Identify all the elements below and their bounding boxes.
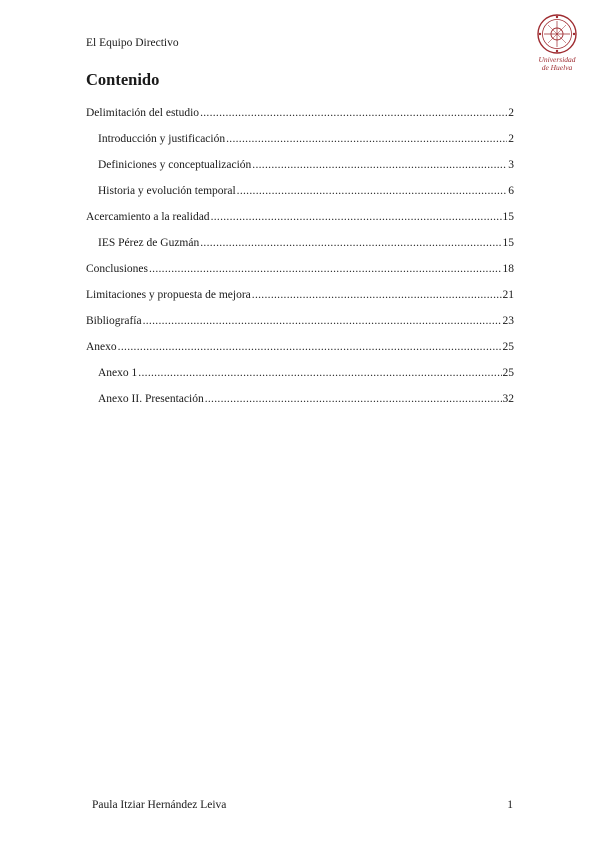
toc-entry-page: 32 [502, 393, 514, 405]
toc-entry[interactable] [86, 288, 514, 302]
toc-entry-page: 2 [508, 107, 514, 119]
toc-entry[interactable] [98, 392, 514, 406]
toc-leader-dots [205, 392, 502, 406]
toc-leader-dots [118, 340, 502, 354]
toc-leader-dots [252, 158, 507, 172]
toc-entry[interactable] [86, 106, 514, 120]
toc-entry-page: 2 [508, 133, 514, 145]
toc-entry-label: Limitaciones y propuesta de mejora [86, 289, 251, 301]
toc-entry-page: 21 [502, 289, 514, 301]
toc-entry[interactable] [98, 132, 514, 146]
toc-entry[interactable] [86, 210, 514, 224]
toc-entry-page: 15 [502, 237, 514, 249]
footer-page-number: 1 [507, 799, 513, 811]
toc-entry[interactable] [98, 366, 514, 380]
toc-entry-label: Delimitación del estudio [86, 107, 200, 119]
toc-leader-dots [237, 184, 508, 198]
toc-entry-page: 18 [502, 263, 514, 275]
toc-leader-dots [200, 106, 507, 120]
toc-entry-label: Acercamiento a la realidad [86, 211, 210, 223]
university-logo [534, 12, 580, 74]
toc-entry-page: 25 [502, 367, 514, 379]
logo-text-line2: de Huelva [541, 63, 573, 72]
toc-entry[interactable] [86, 262, 514, 276]
toc-entry-label: Conclusiones [86, 263, 148, 275]
toc-entry-label: Anexo [86, 341, 117, 353]
toc-entry-label: Historia y evolución temporal [98, 185, 236, 197]
toc-leader-dots [211, 210, 502, 224]
toc-entry-page: 25 [502, 341, 514, 353]
university-seal-icon [534, 12, 580, 56]
toc-entry-page: 23 [502, 315, 514, 327]
toc-entry[interactable] [86, 340, 514, 354]
toc-entry-page: 15 [502, 211, 514, 223]
logo-text-line1: Universidad [538, 55, 576, 64]
toc-entry-label: Introducción y justificación [98, 133, 226, 145]
toc-leader-dots [143, 314, 502, 328]
toc-leader-dots [252, 288, 502, 302]
toc-entry[interactable] [98, 184, 514, 198]
toc-leader-dots [200, 236, 501, 250]
toc-entry-label: Definiciones y conceptualización [98, 159, 252, 171]
toc-entry[interactable] [98, 236, 514, 250]
toc-leader-dots [149, 262, 502, 276]
toc-entry[interactable] [86, 314, 514, 328]
toc-entry-label: Anexo II. Presentación [98, 393, 204, 405]
toc-entry-label: Anexo 1 [98, 367, 138, 379]
toc-entry-label: Bibliografía [86, 315, 142, 327]
toc-title: Contenido [86, 70, 160, 89]
page-header-title: El Equipo Directivo [86, 37, 179, 49]
toc-entry-label: IES Pérez de Guzmán [98, 237, 200, 249]
toc-leader-dots [138, 366, 501, 380]
toc-entry-page: 3 [508, 159, 514, 171]
toc-entry-page: 6 [508, 185, 514, 197]
toc-leader-dots [226, 132, 507, 146]
toc-entry[interactable] [98, 158, 514, 172]
footer-author: Paula Itziar Hernández Leiva [92, 799, 227, 811]
